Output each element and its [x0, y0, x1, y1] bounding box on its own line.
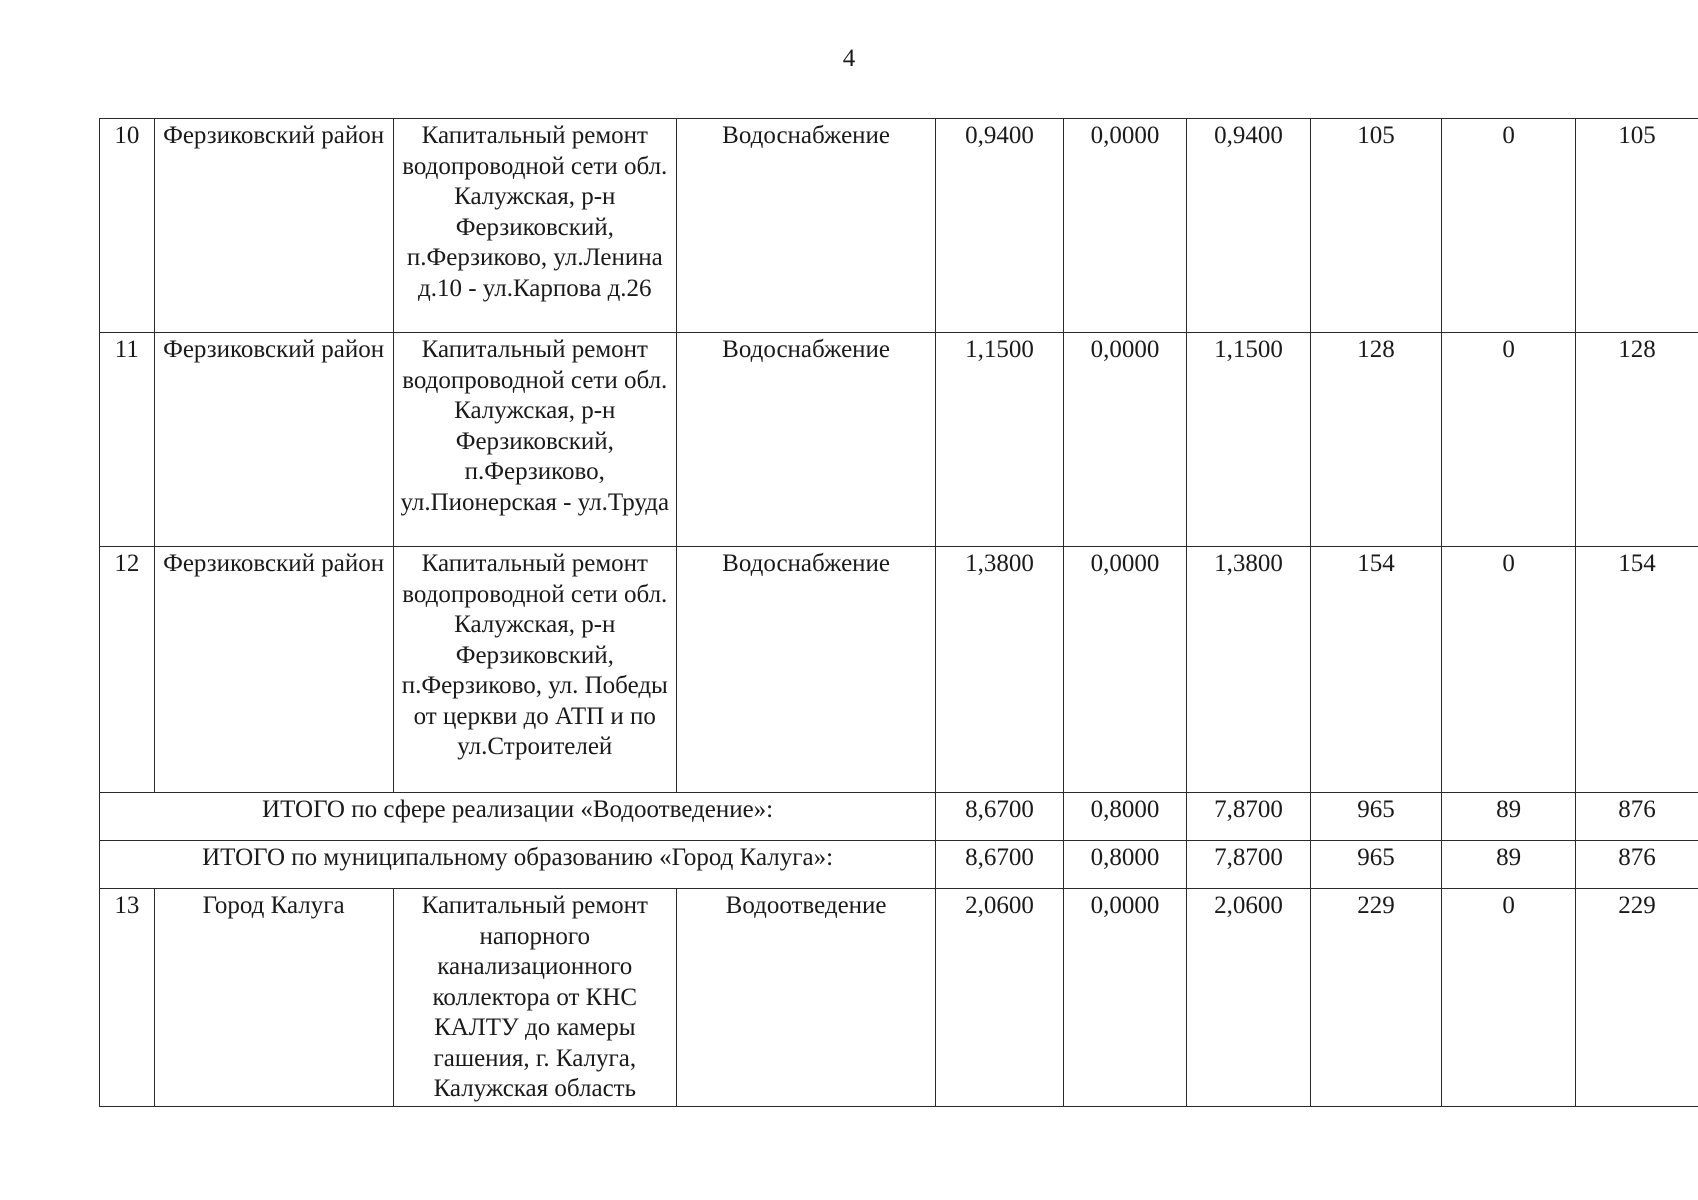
total-value-4: 965	[1310, 841, 1442, 889]
value-cell-4: 154	[1310, 547, 1442, 793]
description-cell: Капитальный ремонт напорного канализационного коллектора от КНС КАЛТУ до камеры гашения, г. Калуга, Калужская область	[393, 889, 676, 1107]
value-cell-1: 1,3800	[936, 547, 1064, 793]
total-value-1: 8,6700	[936, 841, 1064, 889]
total-value-2: 0,8000	[1063, 841, 1187, 889]
row-number: 12	[100, 547, 155, 793]
total-value-3: 7,8700	[1187, 841, 1311, 889]
total-value-4: 965	[1310, 793, 1442, 841]
table-row	[100, 119, 1698, 333]
value-cell-3: 0,9400	[1187, 119, 1311, 333]
row-number: 13	[100, 889, 155, 1107]
value-cell-6: 229	[1575, 889, 1698, 1107]
total-row-municipality	[100, 841, 1698, 889]
page-number: 4	[842, 45, 856, 72]
value-cell-5: 0	[1442, 119, 1576, 333]
total-label-sphere: ИТОГО по сфере реализации «Водоотведение»:	[100, 793, 936, 841]
total-row-sphere	[100, 793, 1698, 841]
district-cell: Город Калуга	[154, 889, 393, 1107]
value-cell-2: 0,0000	[1063, 119, 1187, 333]
value-cell-6: 154	[1575, 547, 1698, 793]
value-cell-3: 1,1500	[1187, 333, 1311, 547]
total-value-5: 89	[1442, 841, 1576, 889]
table-row	[100, 889, 1698, 1107]
value-cell-2: 0,0000	[1063, 889, 1187, 1107]
total-value-6: 876	[1575, 793, 1698, 841]
value-cell-4: 105	[1310, 119, 1442, 333]
value-cell-2: 0,0000	[1063, 547, 1187, 793]
district-cell: Ферзиковский район	[154, 333, 393, 547]
row-number: 10	[100, 119, 155, 333]
row-number: 11	[100, 333, 155, 547]
value-cell-5: 0	[1442, 333, 1576, 547]
value-cell-4: 229	[1310, 889, 1442, 1107]
district-cell: Ферзиковский район	[154, 547, 393, 793]
value-cell-2: 0,0000	[1063, 333, 1187, 547]
total-value-1: 8,6700	[936, 793, 1064, 841]
description-cell: Капитальный ремонт водопроводной сети обл. Калужская, р-н Ферзиковский, п.Ферзиково, ул. Победы от церкви до АТП и по ул.Строителей	[393, 547, 676, 793]
value-cell-6: 105	[1575, 119, 1698, 333]
value-cell-6: 128	[1575, 333, 1698, 547]
total-value-3: 7,8700	[1187, 793, 1311, 841]
description-cell: Капитальный ремонт водопроводной сети обл. Калужская, р-н Ферзиковский, п.Ферзиково, ул.Ленина д.10 - ул.Карпова д.26	[393, 119, 676, 333]
total-value-5: 89	[1442, 793, 1576, 841]
sphere-cell: Водоотведение	[677, 889, 936, 1107]
description-cell: Капитальный ремонт водопроводной сети обл. Калужская, р-н Ферзиковский, п.Ферзиково, ул.Пионерская - ул.Труда	[393, 333, 676, 547]
value-cell-4: 128	[1310, 333, 1442, 547]
value-cell-1: 1,1500	[936, 333, 1064, 547]
district-cell: Ферзиковский район	[154, 119, 393, 333]
total-label-municipality: ИТОГО по муниципальному образованию «Город Калуга»:	[100, 841, 936, 889]
total-value-6: 876	[1575, 841, 1698, 889]
table-row	[100, 547, 1698, 793]
investment-program-table	[99, 118, 1698, 1107]
sphere-cell: Водоснабжение	[677, 119, 936, 333]
value-cell-5: 0	[1442, 889, 1576, 1107]
total-value-2: 0,8000	[1063, 793, 1187, 841]
value-cell-5: 0	[1442, 547, 1576, 793]
sphere-cell: Водоснабжение	[677, 547, 936, 793]
value-cell-3: 2,0600	[1187, 889, 1311, 1107]
sphere-cell: Водоснабжение	[677, 333, 936, 547]
value-cell-3: 1,3800	[1187, 547, 1311, 793]
table-row	[100, 333, 1698, 547]
value-cell-1: 2,0600	[936, 889, 1064, 1107]
value-cell-1: 0,9400	[936, 119, 1064, 333]
